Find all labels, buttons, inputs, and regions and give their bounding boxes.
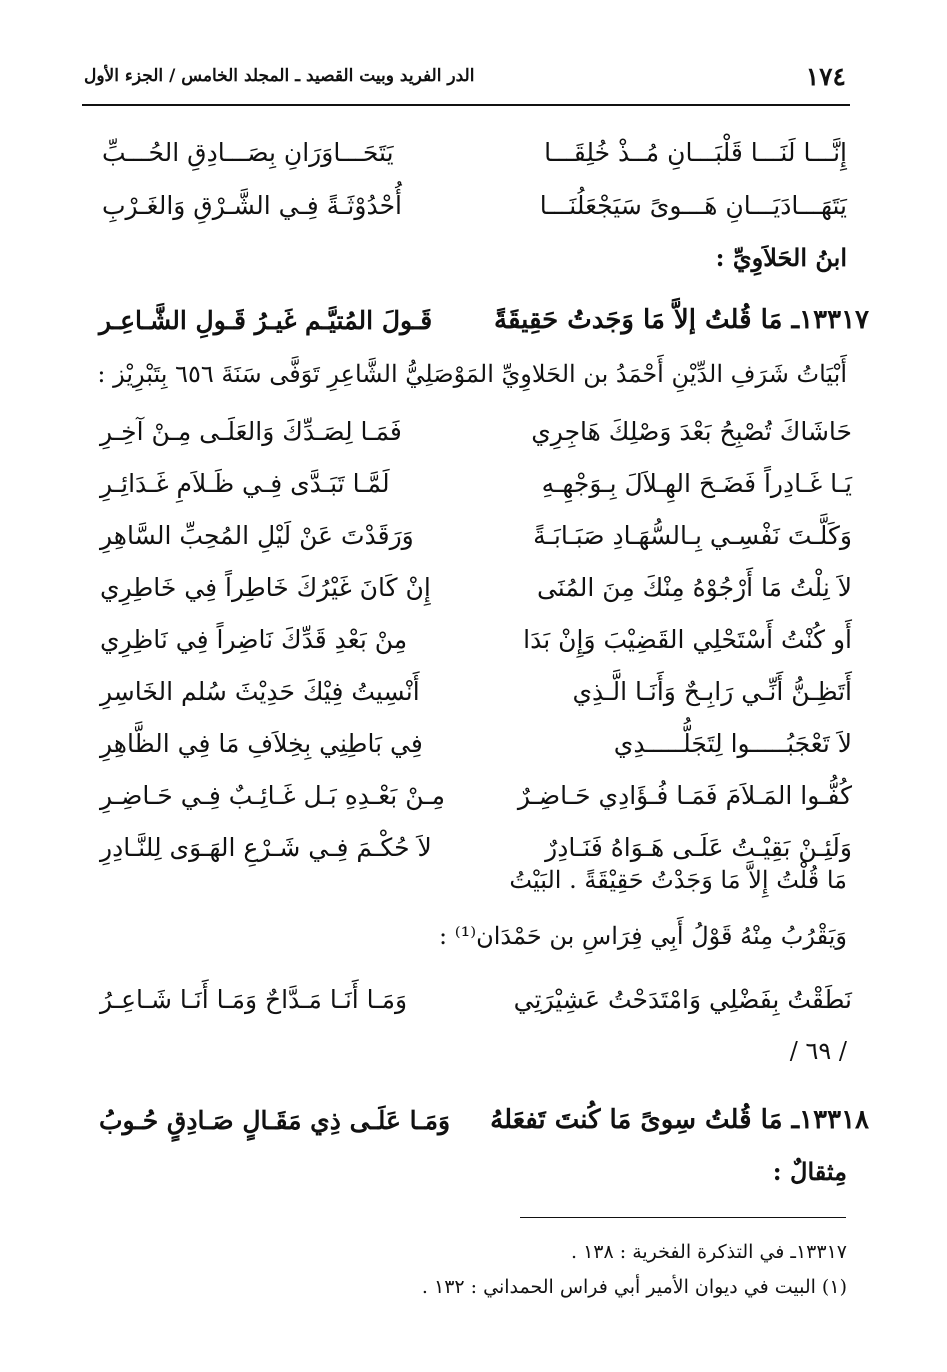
verse-first-hemistich: يَتَهَـــادَيَـــانِ هَـــوىً سَيَجْعَلُنَـــا <box>539 190 847 220</box>
verse-second-hemistich: يَتَحَـــاوَرَانِ بِصَـــادِقِ الحُـــبِّ <box>102 137 394 167</box>
poem-line <box>100 775 852 815</box>
poem-line <box>100 619 852 659</box>
entry-verse-13317 <box>99 300 869 340</box>
entry-first-hemistich: ١٣٣١٧ـ مَا قُلتُ إلاَّ مَا وَجَدتُ حَقِيقَةً <box>494 305 869 335</box>
footnote: ١٣٣١٧ـ في التذكرة الفخرية : ١٣٨ . <box>571 1241 847 1263</box>
poem-line <box>100 463 852 503</box>
poet-heading: ابنُ الحَلاَوِيِّ : <box>715 243 847 272</box>
poem-line <box>100 723 852 763</box>
verse-second-hemistich: فِي بَاطِنِي بِخِلاَفِ مَا فِي الظَّاهِرِ <box>100 728 423 758</box>
verse-second-hemistich: أَنْسِيتُ فِيْكَ حَدِيْثَ سُلم الخَاسِرِ <box>100 676 420 706</box>
verse-line <box>102 185 847 225</box>
entry-second-hemistich: وَمَـا عَلَـى ذِي مَقَـالٍ صَـادِقٍ حُـوبُ <box>99 1105 451 1135</box>
abu-firas-verse <box>100 979 852 1019</box>
verse-first-hemistich: وَكَلَّـتَ نَفْسِـي بِـالسُّهَـادِ صَبَـابَـةً <box>533 520 852 550</box>
poem-line <box>100 671 852 711</box>
poem-line <box>100 411 852 451</box>
verse-second-hemistich: لَمَّـا تَبَـدَّى فِـي ظَـلاَمِ غَـدَائِـرِ <box>100 468 390 498</box>
verse-reference: مَا قُلْتُ إِلاَّ مَا وَجَدْتُ حَقِيْقَةً . البَيْتُ <box>509 866 847 894</box>
manuscript-page-marker: / ٦٩ / <box>789 1037 847 1065</box>
verse-first-hemistich: حَاشَاكَ تُصْبِحُ بَعْدَ وَصْلِكَ هَاجِرِي <box>531 416 852 446</box>
page-number: ١٧٤ <box>805 61 846 91</box>
verse-second-hemistich: إِنْ كَانَ غَيْرُكَ خَاطِراً فِي خَاطِرِي <box>100 572 431 602</box>
verse-second-hemistich: فَمَـا لِصَـدِّكَ وَالعَلَـى مِـنْ آخِـرِ <box>100 416 402 446</box>
verse-second-hemistich: مِـنْ بَعْـدِهِ بَـل غَـائِـبٌ فِـي حَـاضِـرِ <box>100 780 445 810</box>
entry-first-hemistich: ١٣٣١٨ـ مَا قُلتُ سِوىً مَا كُنتَ تَفعَلهُ <box>490 1105 869 1135</box>
verse-first-hemistich: وَلَئِـنْ بَقِيْـتُ عَلَـى هَـوَاهُ فَنَـادِرٌ <box>545 832 852 862</box>
entry-second-hemistich: قَـولَ المُتيَّـم غَيـرُ قَـولِ الشَّـاعِـر <box>99 305 433 335</box>
poem-line <box>100 567 852 607</box>
running-title: الدر الفريد وبيت القصيد ـ المجلد الخامس / الجزء الأول <box>84 66 475 86</box>
attribution: مِثقالٌ : <box>772 1157 847 1186</box>
verse-first-hemistich: أَو كُنْتُ أَسْتَحْلِي القَضِيْبَ وَإِنْ بَدَا <box>523 624 852 654</box>
verse-first-hemistich: كُفُّـوا المَـلاَمَ فَمَـا فُـؤَادِي حَـاضِـرٌ <box>517 780 852 810</box>
verse-first-hemistich: لاَ نِلْتُ مَا أَرْجُوْهُ مِنْكَ مِنَ المُنَى <box>536 572 852 602</box>
verse-second-hemistich: لاَ حُكْـمَ فِـي شَـرْعِ الهَـوَى لِلنَّـادِرِ <box>100 832 432 862</box>
verse-second-hemistich: وَمَـا أَنَـا مَـدَّاحٌ وَمَـا أَنَـا شَـاعِـرُ <box>100 984 408 1014</box>
verse-first-hemistich: لاَ تَعْجَبُـــــوا لِتَجَلُّـــــدِي <box>613 728 852 758</box>
verse-line <box>102 132 847 172</box>
entry-verse-13318 <box>99 1100 869 1140</box>
footnote-rule <box>520 1217 846 1218</box>
abu-firas-intro: وَيَقْرُبُ مِنْهُ قَوْلُ أَبِي فِرَاسِ بن حَمْدَان⁽¹⁾ : <box>438 922 847 950</box>
verse-second-hemistich: أُحْدُوْثَـةً فِـي الشَّـرْقِ وَالغَـرْبِ <box>102 190 402 220</box>
page-header <box>84 56 846 96</box>
verse-first-hemistich: إِنَّـــا لَنَـــا قَلْبَـــانِ مُــذْ خُلِقَـــا <box>544 137 847 167</box>
verse-first-hemistich: أَتَظِـنُّ أَنِّـي رَابِـحٌ وَأَنَـا الَّـذِي <box>572 676 852 706</box>
verse-first-hemistich: نَطَقْتُ بِفَضْلِي وَامْتَدَحْتُ عَشِيْرَتِي <box>513 984 852 1014</box>
poem-intro: أَبْيَاتُ شَرَفِ الدِّيْنِ أَحْمَدُ بن الحَلاوِيِّ المَوْصَلِيُّ الشَّاعِرِ تَوَفَّى سَنَةَ ٦٥٦ بِتَبْرِيْز : <box>97 360 847 388</box>
header-rule <box>82 104 850 106</box>
verse-second-hemistich: مِنْ بَعْدِ قَدِّكَ نَاضِراً فِي نَاظِرِي <box>100 624 408 654</box>
verse-first-hemistich: يَـا غَـادِراً فَضَـحَ الهِـلاَلَ بِـوَجْهِـهِ <box>541 468 852 498</box>
poem-line <box>100 515 852 555</box>
verse-second-hemistich: وَرَقَدْتَ عَنْ لَيْلِ المُحِبِّ السَّاهِرِ <box>100 520 414 550</box>
footnote: (١) البيت في ديوان الأمير أبي فراس الحمداني : ١٣٢ . <box>421 1276 847 1298</box>
poem-line <box>100 827 852 867</box>
